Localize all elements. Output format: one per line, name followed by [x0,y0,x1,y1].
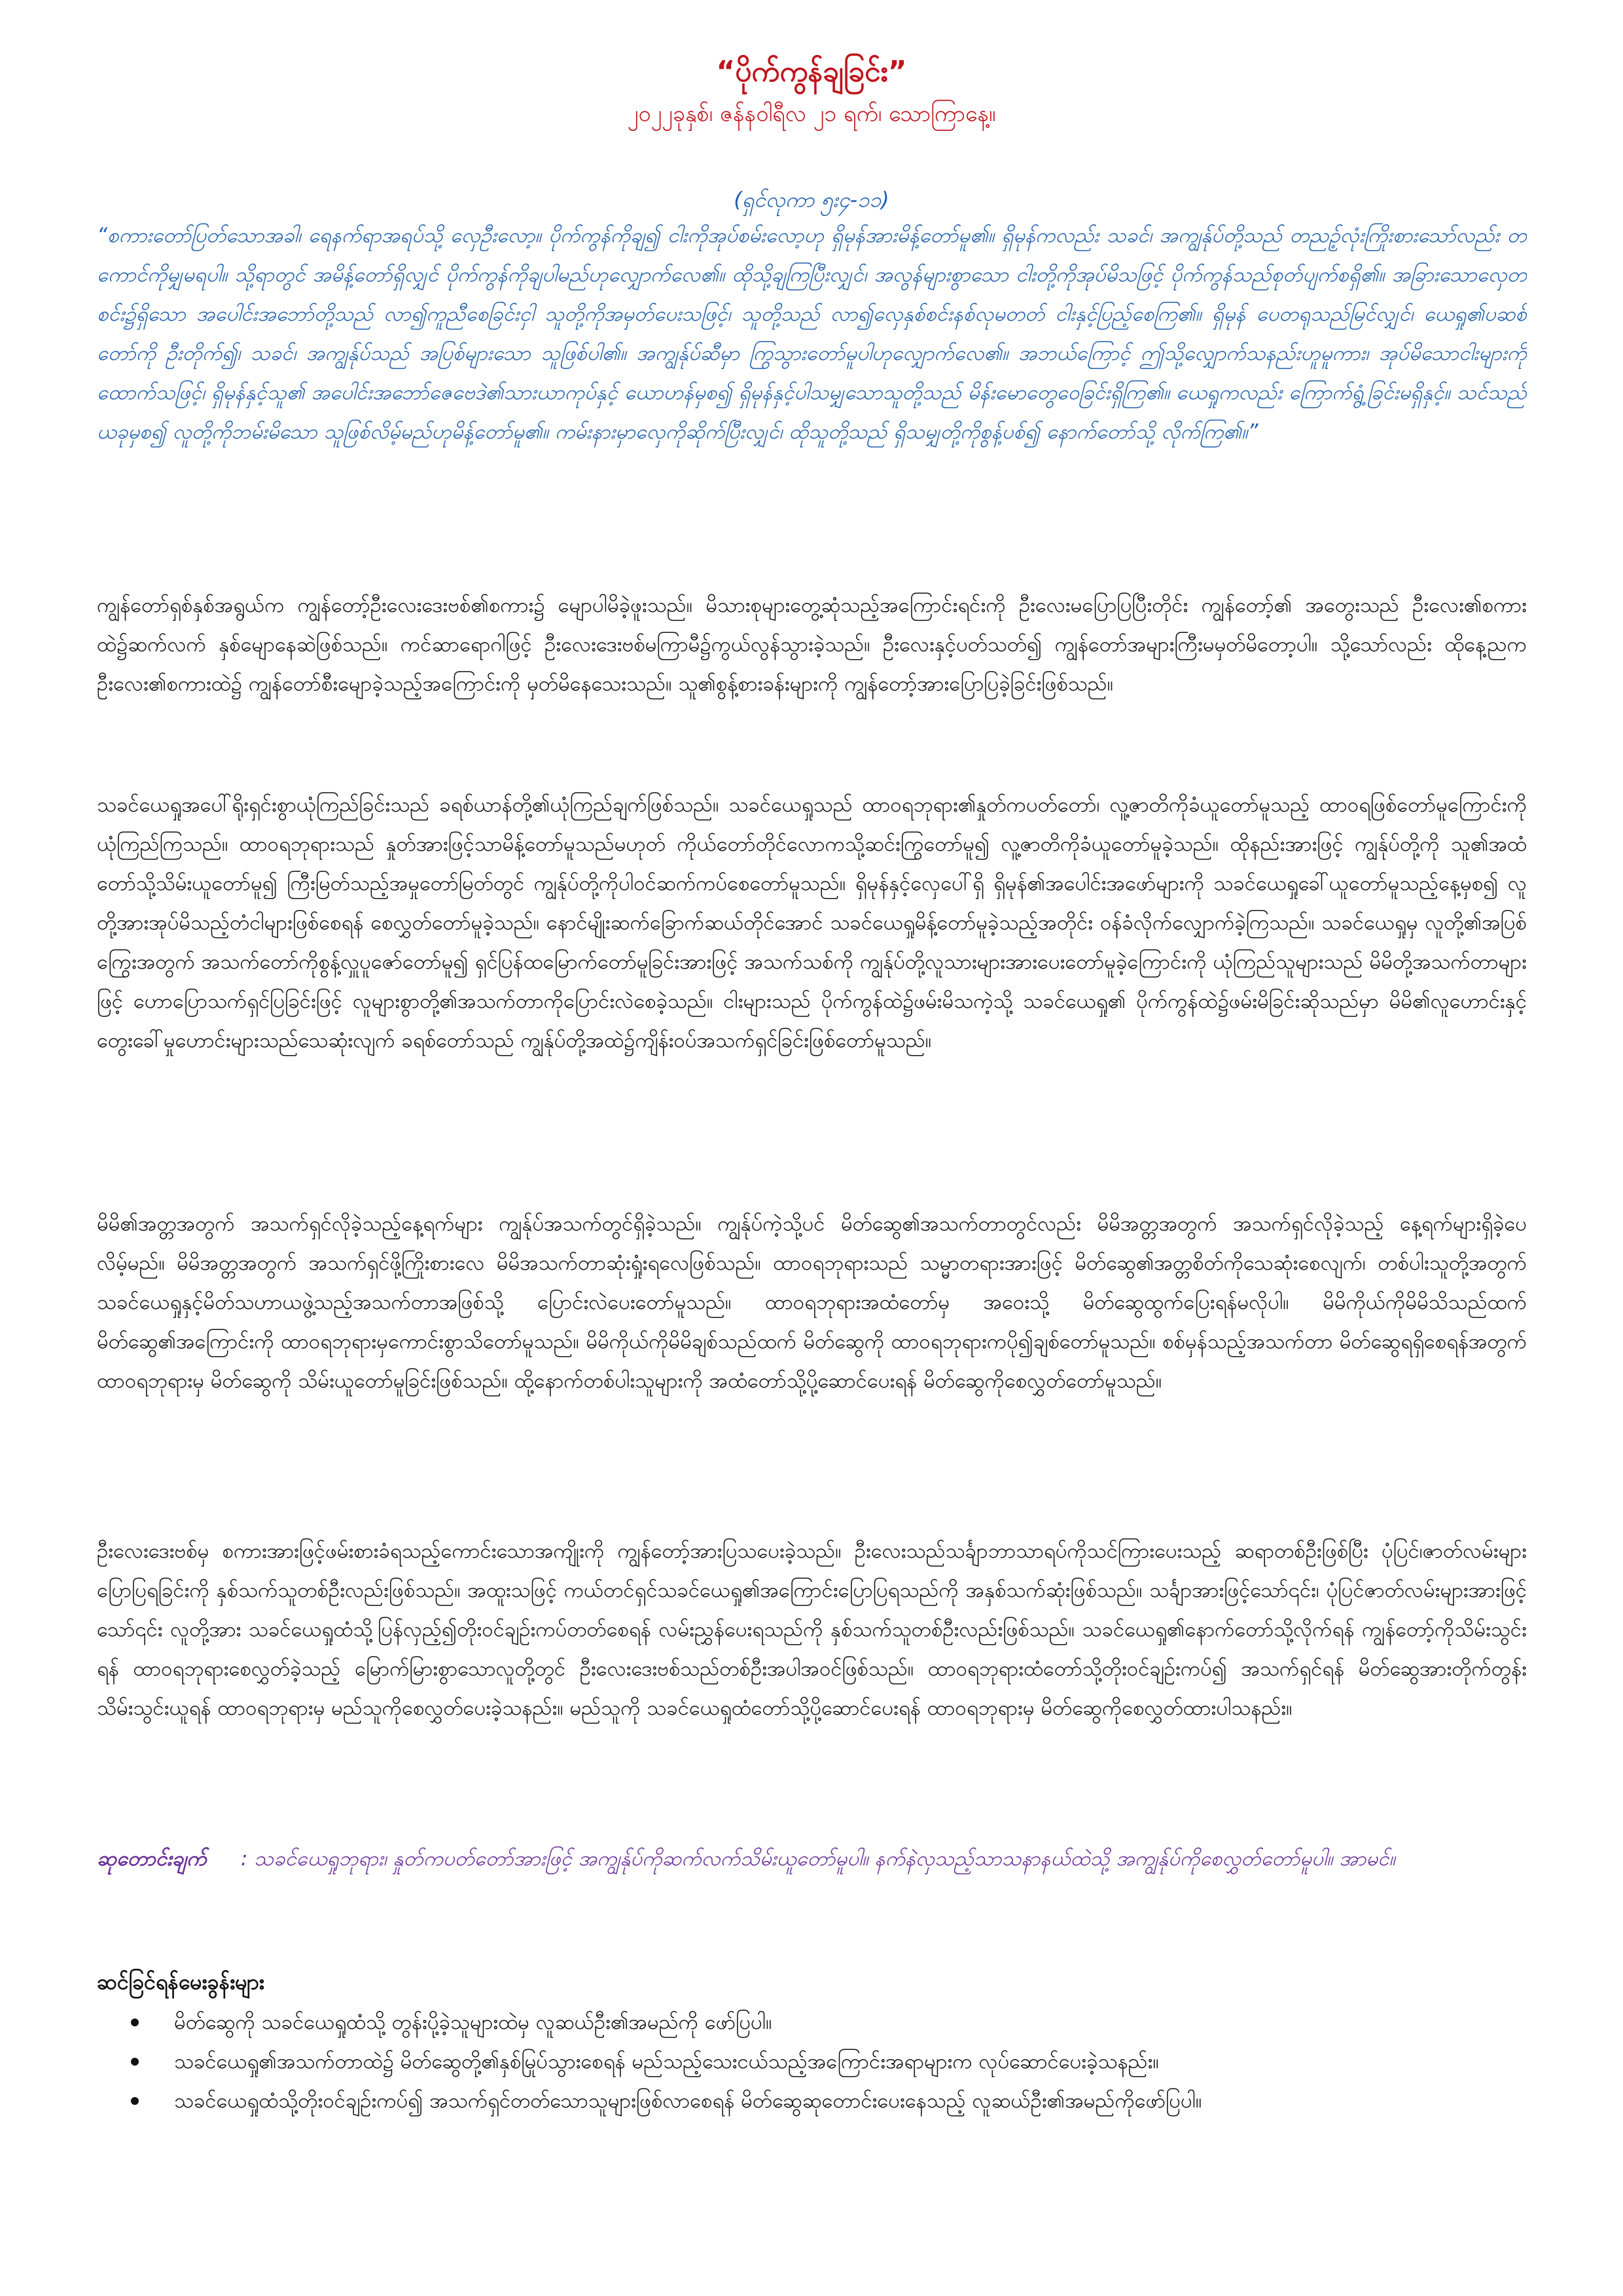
body-paragraph-2: သခင်ယေရှုအပေါ်ရိုးရှင်းစွာယုံကြည်ခြင်းသည် ခရစ်ယာန်တို့၏ယုံကြည်ချက်ဖြစ်သည်။ သခင်ယေရှုသည် ထာဝရဘုရား၏နှုတ်ကပတ်တော်၊ လူ့ဇာတိကိုခံယူတော်မူသည့် ထာဝရဖြစ်တော်မူကြောင်းကို ယုံကြည်ကြသည်။ ထာဝရဘုရားသည် နှုတ်အားဖြင့်သာမိန့်တော်မူသည်မဟုတ် ကိုယ်တော်တိုင်လောကသို့ဆင်းကြွတော်မူ၍ လူ့ဇာတိကိုခံယူတော်မူခဲ့သည်။ ထိုနည်းအားဖြင့် ကျွန်ုပ်တို့ကို သူ၏အထံတော်သို့သိမ်းယူတော်မူ၍ ကြီးမြတ်သည့်အမှုတော်မြတ်တွင် ကျွန်ုပ်တို့ကိုပါဝင်ဆက်ကပ်စေတော်မူသည်။ ရှိမုန်နှင့်လှေပေါ်ရှိ ရှိမုန်၏အပေါင်းအဖော်များကို သခင်ယေရှုခေါ်ယူတော်မူသည့်နေ့မှစ၍ လူတို့အားအုပ်မိသည့်တံငါများဖြစ်စေရန် စေလွှတ်တော်မူခဲ့သည်။ နောင်မျိုးဆက်ခြောက်ဆယ်တိုင်အောင် သခင်ယေရှုမိန့်တော်မူခဲ့သည့်အတိုင်း ဝန်ခံလိုက်လျှောက်ခဲ့ကြသည်။ သခင်ယေရှုမှ လူတို့၏အပြစ်ကြွေးအတွက် အသက်တော်ကိုစွန့်လှူပူဇော်တော်မူ၍ ရှင်ပြန်ထမြောက်တော်မူခြင်းအားဖြင့် အသက်သစ်ကို ကျွန်ုပ်တို့လူသားများအားပေးတော်မူခဲ့ကြောင်းကို ယုံကြည်သူများသည် မိမိတို့အသက်တာများဖြင့် ဟောပြောသက်ရှင်ပြခြင်းဖြင့် လူများစွာတို့၏အသက်တာကိုပြောင်းလဲစေခဲ့သည်။ ငါးများသည် ပိုက်ကွန်ထဲ၌ဖမ်းမိသကဲ့သို့ သခင်ယေရှု၏ ပိုက်ကွန်ထဲ၌ဖမ်းမိခြင်းဆိုသည်မှာ မိမိ၏လူဟောင်းနှင့်တွေးခေါ်မှုဟောင်းများသည်သေဆုံးလျက် ခရစ်တော်သည် ကျွန်ုပ်တို့အထဲ၌ကျိန်းဝပ်အသက်ရှင်ခြင်းဖြစ်တော်မူသည်။ [97,793,1527,1052]
reflection-questions-list [97,2003,1527,2121]
bullet-icon [131,2097,139,2105]
body-paragraph-3: မိမိ၏အတ္တအတွက် အသက်ရှင်လိုခဲ့သည့်နေ့ရက်များ ကျွန်ုပ်အသက်တွင်ရှိခဲ့သည်။ ကျွန်ုပ်ကဲ့သို့ပင် မိတ်ဆွေ၏အသက်တာတွင်လည်း မိမိအတ္တအတွက် အသက်ရှင်လိုခဲ့သည့် နေ့ရက်များရှိခဲ့ပေလိမ့်မည်။ မိမိအတ္တအတွက် အသက်ရှင်ဖို့ကြိုးစားလေ မိမိအသက်တာဆုံးရှုံးရလေဖြစ်သည်။ ထာဝရဘုရားသည် သမ္မာတရားအားဖြင့် မိတ်ဆွေ၏အတ္တစိတ်ကိုသေဆုံးစေလျက်၊ တစ်ပါးသူတို့အတွက် သခင်ယေရှုနှင့်မိတ်သဟာယဖွဲ့သည့်အသက်တာအဖြစ်သို့ ပြောင်းလဲပေးတော်မူသည်။ ထာဝရဘုရားအထံတော်မှ အဝေးသို့ မိတ်ဆွေထွက်ပြေးရန်မလိုပါ။ မိမိကိုယ်ကိုမိမိသိသည်ထက် မိတ်ဆွေ၏အကြောင်းကို ထာဝရဘုရားမှကောင်းစွာသိတော်မူသည်။ မိမိကိုယ်ကိုမိမိချစ်သည်ထက် မိတ်ဆွေကို ထာဝရဘုရားကပို၍ချစ်တော်မူသည်။ စစ်မှန်သည့်အသက်တာ မိတ်ဆွေရရှိစေရန်အတွက် ထာဝရဘုရားမှ မိတ်ဆွေကို သိမ်းယူတော်မူခြင်းဖြစ်သည်။ ထို့နောက်တစ်ပါးသူများကို အထံတော်သို့ပို့ဆောင်ပေးရန် မိတ်ဆွေကိုစေလွှတ်တော်မူသည်။ [97,1212,1527,1393]
body-paragraph-4: ဦးလေးဒေးဗစ်မှ စကားအားဖြင့်ဖမ်းစားခံရသည့်ကောင်းသောအကျိုးကို ကျွန်တော့်အားပြသပေးခဲ့သည်။ ဦးလေးသည်သင်္ချာဘာသာရပ်ကိုသင်ကြားပေးသည့် ဆရာတစ်ဦးဖြစ်ပြီး ပုံပြင်၊ဇာတ်လမ်းများပြောပြရခြင်းကို နှစ်သက်သူတစ်ဦးလည်းဖြစ်သည်။ အထူးသဖြင့် ကယ်တင်ရှင်သခင်ယေရှု၏အကြောင်းပြောပြရသည်ကို အနှစ်သက်ဆုံးဖြစ်သည်။ သင်္ချာအားဖြင့်သော်၎င်း၊ ပုံပြင်ဇာတ်လမ်းများအားဖြင့်သော်၎င်း လူတို့အား သခင်ယေရှုထံသို့ပြန်လှည့်၍တိုးဝင်ချဉ်းကပ်တတ်စေရန် လမ်းညွှန်ပေးရသည်ကို နှစ်သက်သူတစ်ဦးလည်းဖြစ်သည်။ သခင်ယေရှု၏နောက်တော်သို့လိုက်ရန် ကျွန်တော့်ကိုသိမ်းသွင်းရန် ထာဝရဘုရားစေလွှတ်ခဲ့သည့် မြောက်မြားစွာသောလူတို့တွင် ဦးလေးဒေးဗစ်သည်တစ်ဦးအပါအဝင်ဖြစ်သည်။ ထာဝရဘုရားထံတော်သို့တိုးဝင်ချဉ်းကပ်၍ အသက်ရှင်ရန် မိတ်ဆွေအားတိုက်တွန်းသိမ်းသွင်းယူရန် ထာဝရဘုရားမှ မည်သူကိုစေလွှတ်ပေးခဲ့သနည်း။ မည်သူကို သခင်ယေရှုထံတော်သို့ပို့ဆောင်ပေးရန် ထာဝရဘုရားမှ မိတ်ဆွေကိုစေလွှတ်ထားပါသနည်း။ [97,1539,1527,1720]
prayer-label: ဆုတောင်းချက် [97,1847,207,1871]
bullet-icon [131,2058,139,2066]
list-item [97,2042,1527,2081]
question-text: သခင်ယေရှုထံသို့တိုးဝင်ချဉ်းကပ်၍ အသက်ရှင်တတ်သောသူများဖြစ်လာစေရန် မိတ်ဆွေဆုတောင်းပေးနေသည့် လူဆယ်ဦး၏အမည်ကိုဖော်ပြပါ။ [174,2089,1202,2113]
page-title: “ပိုက်ကွန်ချခြင်း” [716,55,907,88]
body-paragraph-1: ကျွန်တော်ရှစ်နှစ်အရွယ်က ကျွန်တော့်ဦးလေးဒေးဗစ်၏စကား၌ မျောပါမိခဲ့ဖူးသည်။ မိသားစုများတွေ့ဆုံသည့်အကြောင်းရင်းကို ဦးလေးမပြောပြပြီးတိုင်း ကျွန်တော့်၏ အတွေးသည် ဦးလေး၏စကားထဲ၌ဆက်လက် နှစ်မျောနေဆဲဖြစ်သည်။ ကင်ဆာရောဂါဖြင့် ဦးလေးဒေးဗစ်မကြာမီ၌ကွယ်လွန်သွားခဲ့သည်။ ဦးလေးနှင့်ပတ်သတ်၍ ကျွန်တော်အများကြီးမမှတ်မိတော့ပါ။ သို့သော်လည်း ထိုနေ့ညက ဦးလေး၏စကားထဲ၌ ကျွန်တော်စီးမျောခဲ့သည့်အကြောင်းကို မှတ်မိနေသေးသည်။ သူ၏စွန့်စားခန်းများကို ကျွန်တော့်အားပြောပြခဲ့ခြင်းဖြစ်သည်။ [97,594,1527,696]
list-item [97,2003,1527,2042]
question-text: မိတ်ဆွေကို သခင်ယေရှုထံသို့ တွန်းပို့ခဲ့သူများထဲမှ လူဆယ်ဦး၏အမည်ကို ဖော်ပြပါ။ [174,2011,772,2034]
bullet-icon [131,2018,139,2026]
list-item [97,2081,1527,2121]
scripture-passage: “စကားတော်ပြတ်သောအခါ၊ ရေနက်ရာအရပ်သို့ လှေဦးလော့။ ပိုက်ကွန်ကိုချ၍ ငါးကိုအုပ်စမ်းလော့ဟု ရှိမုန်အားမိန့်တော်မူ၏။ ရှိမုန်ကလည်း သခင်၊ အကျွန်ုပ်တို့သည် တညဥ့်လုံးကြိုးစားသော်လည်း တကောင်ကိုမျှမရပါ။ သို့ရာတွင် အမိန့်တော်ရှိလျှင် ပိုက်ကွန်ကိုချပါမည်ဟုလျှောက်လေ၏။ ထိုသို့ချကြပြီးလျှင်၊ အလွန်များစွာသော ငါးတို့ကိုအုပ်မိသဖြင့် ပိုက်ကွန်သည်စုတ်ပျက်စရှိ၏။ အခြားသောလှေတစင်း၌ရှိသော အပေါင်းအဘော်တို့သည် လာ၍ကူညီစေခြင်းငှါ သူတို့ကိုအမှတ်ပေးသဖြင့်၊ သူတို့သည် လာ၍လှေနှစ်စင်းနစ်လုမတတ် ငါးနှင့်ပြည့်စေကြ၏။ ရှိမုန် ပေတရုသည်မြင်လျှင်၊ ယေရှု၏ပဆစ်တော်ကို ဦးတိုက်၍၊ သခင်၊ အကျွန်ုပ်သည် အပြစ်များသော သူဖြစ်ပါ၏။ အကျွန်ုပ်ဆီမှာ ကြွသွားတော်မူပါဟုလျှောက်လေ၏။ အဘယ်ကြောင့် ဤသို့လျှောက်သနည်းဟူမူကား၊ အုပ်မိသောငါးများကိုထောက်သဖြင့်၊ ရှိမုန်နှင့်သူ၏ အပေါင်းအဘော်ဇေဗေဒဲ၏သားယာကုပ်နှင့် ယောဟန်မှစ၍ ရှိမုန်နှင့်ပါသမျှသောသူတို့သည် မိန်းမောတွေဝေခြင်းရှိကြ၏။ ယေရှုကလည်း ကြောက်ရွံ့ခြင်းမရှိနှင့်။ သင်သည် ယခုမှစ၍ လူတို့ကိုဘမ်းမိသော သူဖြစ်လိမ့်မည်ဟုမိန့်တော်မူ၏။ ကမ်းနားမှာလှေကိုဆိုက်ပြီးလျှင်၊ ထိုသူတို့သည် ရှိသမျှတို့ကိုစွန့်ပစ်၍ နောက်တော်သို့ လိုက်ကြ၏။” [97,224,1527,444]
question-text: သခင်ယေရှု၏အသက်တာထဲ၌ မိတ်ဆွေတို့၏နှစ်မြုပ်သွားစေရန် မည်သည့်သေးငယ်သည့်အကြောင်းအရာများက လုပ်ဆောင်ပေးခဲ့သနည်း။ [174,2050,1159,2073]
prayer-text: : သခင်ယေရှုဘုရား၊ နှုတ်ကပတ်တော်အားဖြင့် အကျွန်ုပ်ကိုဆက်လက်သိမ်းယူတော်မူပါ။ နက်နဲလှသည့်သာသနာနယ်ထဲသို့ အကျွန်ုပ်ကိုစေလွှတ်တော်မူပါ။ အာမင်။ [240,1847,1395,1871]
reflection-questions-heading: ဆင်ခြင်ရန်မေးခွန်းများ [97,1969,264,1994]
page-date: ၂၀၂၂ခုနှစ်၊ ဇန်နဝါရီလ ၂၁ ရက်၊ သောကြာနေ့။ [627,101,996,127]
scripture-reference: (ရှင်လုကာ ၅း၄-၁၁) [734,187,889,212]
prayer-section [97,1839,1527,1924]
